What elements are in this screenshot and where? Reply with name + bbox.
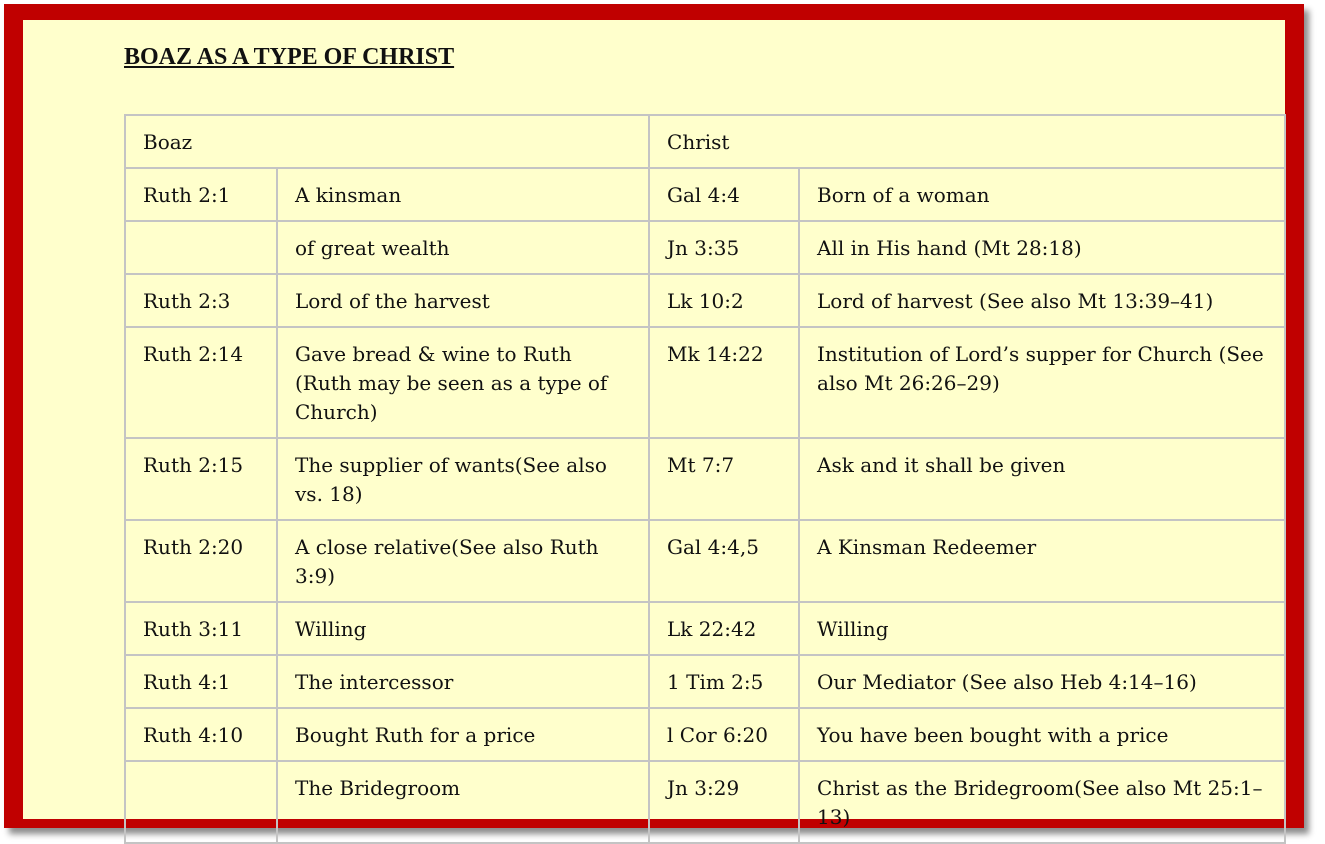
header-boaz: Boaz <box>125 115 649 168</box>
christ-trait: Our Mediator (See also Heb 4:14–16) <box>799 655 1285 708</box>
boaz-trait: of great wealth <box>277 221 649 274</box>
table-row <box>125 327 1285 438</box>
ruth-ref: Ruth 4:1 <box>125 655 277 708</box>
christ-trait: A Kinsman Redeemer <box>799 520 1285 602</box>
ruth-ref: Ruth 2:14 <box>125 327 277 438</box>
christ-trait: Lord of harvest (See also Mt 13:39–41) <box>799 274 1285 327</box>
christ-trait: Christ as the Bridegroom(See also Mt 25:1–13) <box>799 761 1285 843</box>
table-row <box>125 520 1285 602</box>
table-header-row <box>125 115 1285 168</box>
christ-trait: Institution of Lord’s supper for Church (See also Mt 26:26–29) <box>799 327 1285 438</box>
christ-ref: Jn 3:29 <box>649 761 799 843</box>
boaz-trait: A close relative(See also Ruth 3:9) <box>277 520 649 602</box>
ruth-ref: Ruth 2:20 <box>125 520 277 602</box>
christ-trait: Born of a woman <box>799 168 1285 221</box>
table-row <box>125 761 1285 843</box>
boaz-trait: Gave bread & wine to Ruth (Ruth may be seen as a type of Church) <box>277 327 649 438</box>
table-row <box>125 602 1285 655</box>
boaz-trait: Bought Ruth for a price <box>277 708 649 761</box>
christ-ref: Gal 4:4 <box>649 168 799 221</box>
table-row <box>125 655 1285 708</box>
ruth-ref <box>125 761 277 843</box>
boaz-trait: The intercessor <box>277 655 649 708</box>
christ-ref: Mt 7:7 <box>649 438 799 520</box>
table-row <box>125 708 1285 761</box>
christ-trait: Willing <box>799 602 1285 655</box>
ruth-ref <box>125 221 277 274</box>
ruth-ref: Ruth 2:3 <box>125 274 277 327</box>
christ-trait: All in His hand (Mt 28:18) <box>799 221 1285 274</box>
christ-ref: l Cor 6:20 <box>649 708 799 761</box>
red-frame <box>4 4 1304 828</box>
page-area <box>23 20 1285 829</box>
table-row <box>125 438 1285 520</box>
table-row <box>125 168 1285 221</box>
christ-ref: Gal 4:4,5 <box>649 520 799 602</box>
christ-ref: Jn 3:35 <box>649 221 799 274</box>
header-christ: Christ <box>649 115 1285 168</box>
comparison-table <box>124 114 1286 844</box>
christ-trait: Ask and it shall be given <box>799 438 1285 520</box>
christ-ref: Lk 10:2 <box>649 274 799 327</box>
table-row <box>125 274 1285 327</box>
boaz-trait: The Bridegroom <box>277 761 649 843</box>
boaz-trait: Willing <box>277 602 649 655</box>
christ-ref: Lk 22:42 <box>649 602 799 655</box>
ruth-ref: Ruth 4:10 <box>125 708 277 761</box>
ruth-ref: Ruth 2:15 <box>125 438 277 520</box>
boaz-trait: A kinsman <box>277 168 649 221</box>
christ-ref: Mk 14:22 <box>649 327 799 438</box>
boaz-trait: The supplier of wants(See also vs. 18) <box>277 438 649 520</box>
table-row <box>125 221 1285 274</box>
ruth-ref: Ruth 2:1 <box>125 168 277 221</box>
boaz-trait: Lord of the harvest <box>277 274 649 327</box>
ruth-ref: Ruth 3:11 <box>125 602 277 655</box>
christ-trait: You have been bought with a price <box>799 708 1285 761</box>
page-title: BOAZ AS A TYPE OF CHRIST <box>124 44 455 70</box>
christ-ref: 1 Tim 2:5 <box>649 655 799 708</box>
